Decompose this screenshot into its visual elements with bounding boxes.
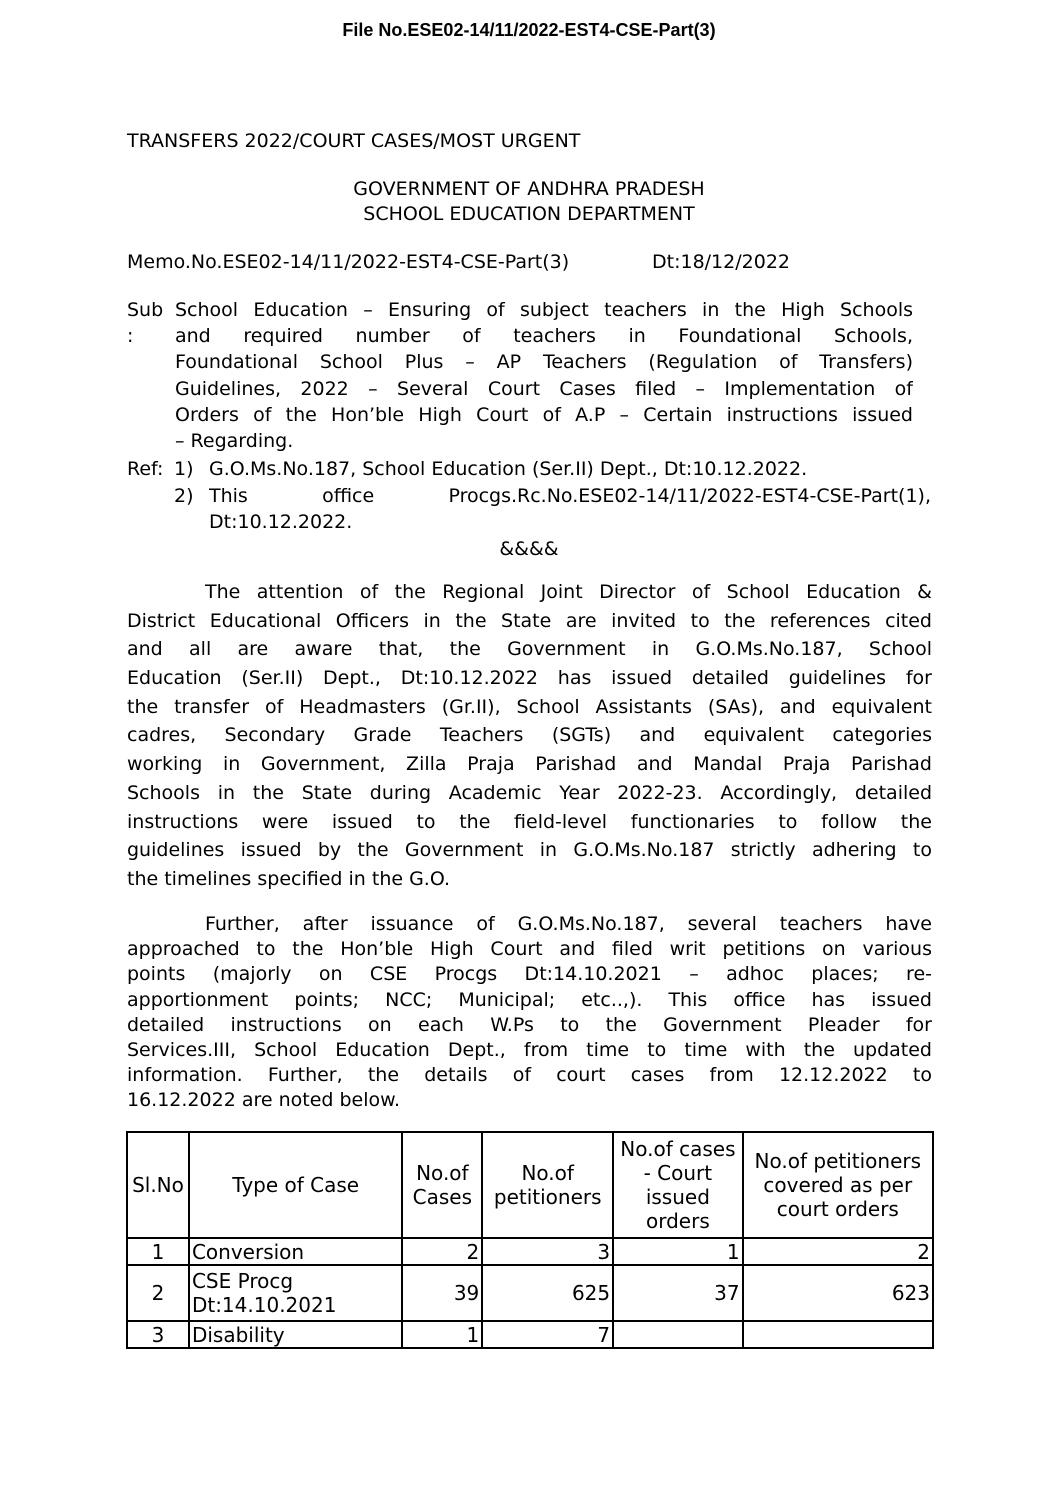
header-sl-no: Sl.No bbox=[127, 1132, 189, 1238]
subject-line: Guidelines, 2022 – Several Court Cases filed – Implementation of bbox=[175, 377, 913, 400]
table-header-row bbox=[127, 1132, 933, 1238]
cell-court-orders: 37 bbox=[613, 1265, 742, 1321]
reference-1-number: 1) bbox=[174, 458, 194, 480]
cell-sl-no: 3 bbox=[127, 1321, 189, 1348]
cell-sl-no: 1 bbox=[127, 1238, 189, 1265]
paragraph-2-line: Further, after issuance of G.O.Ms.No.187, several teachers have bbox=[205, 913, 932, 935]
government-title: GOVERNMENT OF ANDHRA PRADESH bbox=[353, 178, 705, 200]
table-row bbox=[127, 1238, 933, 1265]
paragraph-1-line: District Educational Officers in the State are invited to the references cited bbox=[127, 609, 932, 632]
separator: &&&& bbox=[499, 538, 559, 560]
paragraph-2-line: information. Further, the details of court cases from 12.12.2022 to bbox=[127, 1064, 932, 1087]
paragraph-1-line: Schools in the State during Academic Year 2022-23. Accordingly, detailed bbox=[127, 781, 932, 804]
paragraph-2 bbox=[127, 912, 932, 1114]
cell-court-orders: 1 bbox=[613, 1238, 742, 1265]
file-number: File No.ESE02-14/11/2022-EST4-CSE-Part(3) bbox=[342, 20, 716, 40]
cell-type: Disability bbox=[189, 1321, 402, 1348]
paragraph-1-line: and all are aware that, the Government in G.O.Ms.No.187, School bbox=[127, 638, 932, 661]
header-petitioners-covered: No.of petitioners covered as per court orders bbox=[743, 1132, 933, 1238]
subject-line: and required number of teachers in Foundational Schools, bbox=[175, 325, 913, 348]
cell-type: CSE Procg Dt:14.10.2021 bbox=[189, 1265, 402, 1321]
paragraph-2-line: Services.III, School Education Dept., from time to time with the updated bbox=[127, 1038, 932, 1061]
reference-2-number: 2) bbox=[174, 485, 194, 507]
subject-line: Foundational School Plus – AP Teachers (Regulation of Transfers) bbox=[175, 351, 913, 374]
paragraph-2-line: apportionment points; NCC; Municipal; etc..,). This office has issued bbox=[127, 988, 932, 1011]
paragraph-2-line: approached to the Hon’ble High Court and filed writ petitions on various bbox=[127, 938, 932, 961]
cell-covered: 623 bbox=[743, 1265, 933, 1321]
subject-line: – Regarding. bbox=[175, 429, 294, 452]
subject-colon: : bbox=[127, 325, 134, 347]
cell-sl-no: 2 bbox=[127, 1265, 189, 1321]
cell-cases: 1 bbox=[402, 1321, 482, 1348]
cell-petitioners: 625 bbox=[482, 1265, 613, 1321]
paragraph-1-line: the timelines specified in the G.O. bbox=[127, 867, 451, 890]
cell-covered: 2 bbox=[743, 1238, 933, 1265]
reference-2-date: Dt:10.12.2022. bbox=[209, 511, 353, 533]
cell-type: Conversion bbox=[189, 1238, 402, 1265]
header-no-of-cases: No.of Cases bbox=[402, 1132, 482, 1238]
reference-label: Ref: bbox=[127, 458, 164, 480]
cell-court-orders bbox=[613, 1321, 742, 1348]
reference-1-text: G.O.Ms.No.187, School Education (Ser.II) Dept., Dt:10.12.2022. bbox=[209, 458, 808, 480]
memo-date: Dt:18/12/2022 bbox=[652, 251, 790, 273]
paragraph-2-line: detailed instructions on each W.Ps to the Government Pleader for bbox=[127, 1013, 932, 1036]
paragraph-1-line: working in Government, Zilla Praja Parishad and Mandal Praja Parishad bbox=[127, 753, 932, 776]
table-row bbox=[127, 1321, 933, 1348]
table-row bbox=[127, 1265, 933, 1321]
paragraph-1-line: The attention of the Regional Joint Director of School Education & bbox=[205, 581, 932, 603]
cell-petitioners: 7 bbox=[482, 1321, 613, 1348]
header-cases-court-orders: No.of cases - Court issued orders bbox=[613, 1132, 742, 1238]
cell-petitioners: 3 bbox=[482, 1238, 613, 1265]
cell-cases: 39 bbox=[402, 1265, 482, 1321]
department-title: SCHOOL EDUCATION DEPARTMENT bbox=[363, 203, 695, 225]
reference-2-text: This office Procgs.Rc.No.ESE02-14/11/2022-EST4-CSE-Part(1), bbox=[209, 485, 931, 507]
subject-line: School Education – Ensuring of subject teachers in the High Schools bbox=[175, 299, 913, 321]
paragraph-1-line: cadres, Secondary Grade Teachers (SGTs) and equivalent categories bbox=[127, 724, 932, 747]
paragraph-1-line: the transfer of Headmasters (Gr.II), School Assistants (SAs), and equivalent bbox=[127, 695, 932, 718]
cell-covered bbox=[743, 1321, 933, 1348]
paragraph-1 bbox=[127, 578, 932, 894]
header-no-of-petitioners: No.of petitioners bbox=[482, 1132, 613, 1238]
paragraph-1-line: Education (Ser.II) Dept., Dt:10.12.2022 has issued detailed guidelines for bbox=[127, 667, 932, 690]
subject-line: Orders of the Hon’ble High Court of A.P – Certain instructions issued bbox=[175, 403, 913, 426]
court-cases-table bbox=[126, 1131, 934, 1349]
paragraph-2-line: points (majorly on CSE Procgs Dt:14.10.2021 – adhoc places; re- bbox=[127, 963, 932, 986]
memo-number: Memo.No.ESE02-14/11/2022-EST4-CSE-Part(3) bbox=[127, 251, 570, 273]
subject-text bbox=[175, 297, 913, 454]
header-type-of-case: Type of Case bbox=[189, 1132, 402, 1238]
paragraph-2-line: 16.12.2022 are noted below. bbox=[127, 1089, 400, 1112]
paragraph-1-line: instructions were issued to the field-level functionaries to follow the bbox=[127, 810, 932, 833]
paragraph-1-line: guidelines issued by the Government in G.O.Ms.No.187 strictly adhering to bbox=[127, 839, 932, 862]
cell-cases: 2 bbox=[402, 1238, 482, 1265]
subject-label: Sub bbox=[127, 299, 164, 321]
top-heading: TRANSFERS 2022/COURT CASES/MOST URGENT bbox=[127, 130, 581, 152]
